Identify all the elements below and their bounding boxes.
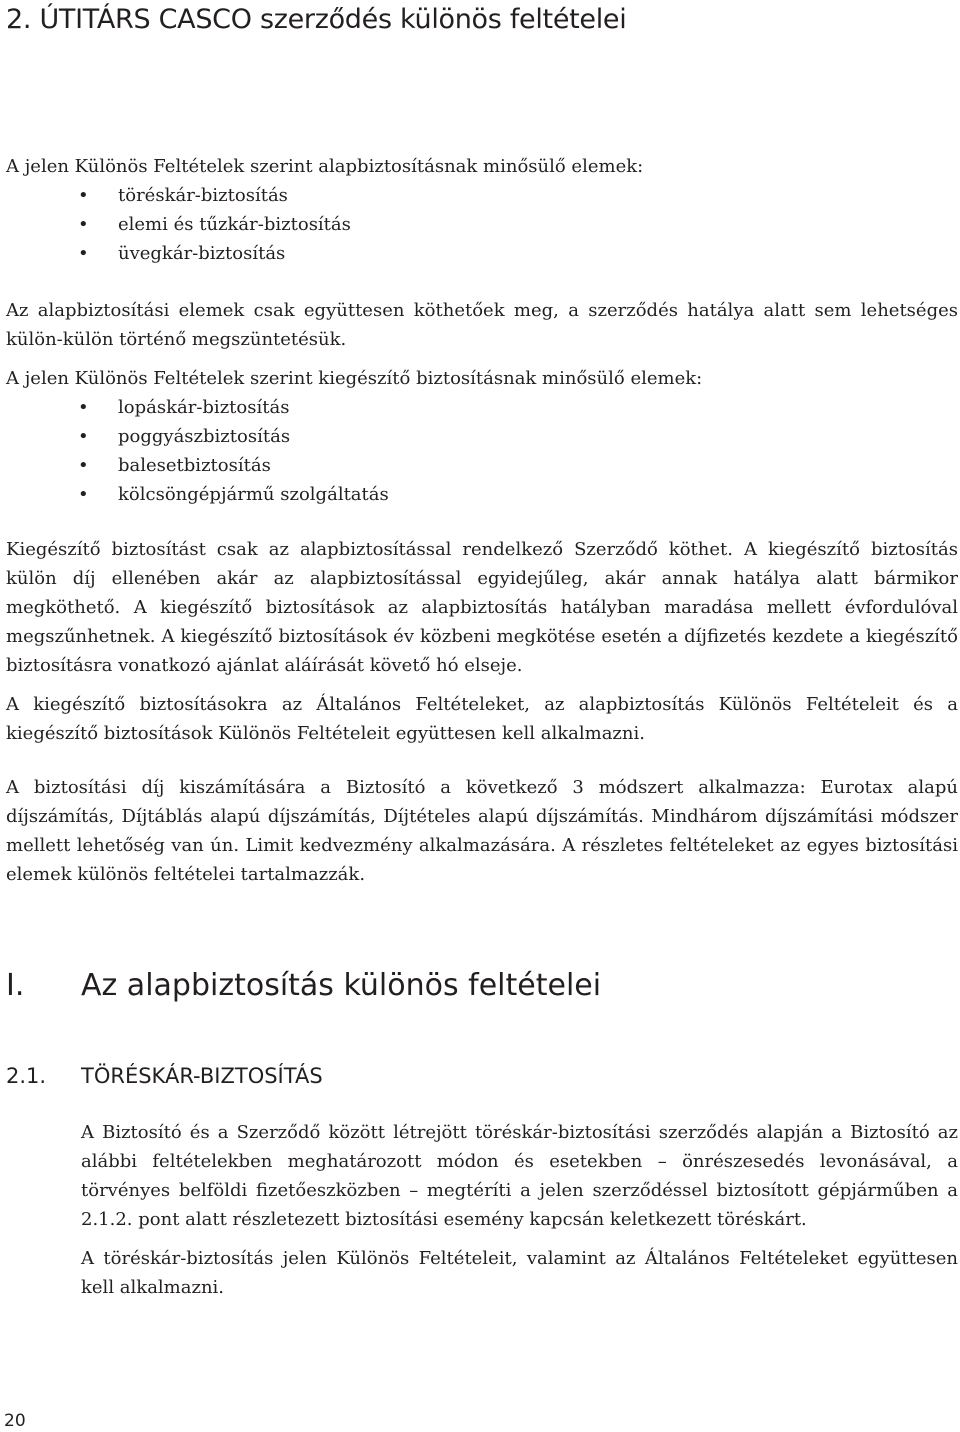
- subsection-title: TÖRÉSKÁR-BIZTOSÍTÁS: [81, 1064, 323, 1088]
- section-number: I.: [6, 968, 25, 1003]
- subsection-heading: [6, 1060, 323, 1092]
- subsection-paragraph-2: A töréskár-biztosítás jelen Különös Feltételeit, valamint az Általános Feltételeket együttesen kell alkalmazni.: [81, 1248, 958, 1298]
- list-item: [6, 451, 389, 480]
- list-item: [6, 210, 351, 239]
- supplementary-paragraph: Kiegészítő biztosítást csak az alapbiztosítással rendelkező Szerződő köthet. A kiegészítő biztosítás külön díj ellenében akár az alapbiztosítással egyidejűleg, akár annak hatálya alatt bármikor megköthető. A kiegészítő biztosítások az alapbiztosítás hatályban maradása mellett évfordulóval megszűnhetnek. A kiegészítő biztosítások év közbeni megkötése esetén a díjfizetés kezdete a kiegészítő biztosításra vonatkozó ajánlat aláírását követő hó elseje.: [6, 539, 958, 676]
- list-item: [6, 239, 351, 268]
- page-title: 2. ÚTITÁRS CASCO szerződés különös feltételei: [6, 4, 627, 35]
- list-item-text: üvegkár-biztosítás: [118, 243, 286, 264]
- list-item: [6, 422, 389, 451]
- section-heading: [6, 962, 601, 1010]
- bullet-icon: •: [78, 455, 89, 476]
- list-item-text: kölcsöngépjármű szolgáltatás: [118, 484, 389, 505]
- bullet-icon: •: [78, 185, 89, 206]
- intro-supplementary-elements: A jelen Különös Feltételek szerint kiegészítő biztosításnak minősülő elemek:: [6, 368, 703, 389]
- list-item-text: lopáskár-biztosítás: [118, 397, 290, 418]
- list-item: [6, 393, 389, 422]
- list-item-text: töréskár-biztosítás: [118, 185, 288, 206]
- list-item-text: poggyászbiztosítás: [118, 426, 291, 447]
- premium-paragraph: A biztosítási díj kiszámítására a Biztosító a következő 3 módszert alkalmazza: Eurotax alapú díjszámítás, Díjtáblás alapú díjszámítás, Díjtételes alapú díjszámítás. Mindhárom díjszámítási módszer mellett lehetőség van ún. Limit kedvezmény alkalmazására. A részletes feltételeket az egyes biztosítási elemek különös feltételei tartalmazzák.: [6, 777, 958, 885]
- list-item: [6, 181, 351, 210]
- basic-elements-note: Az alapbiztosítási elemek csak együttesen köthetőek meg, a szerződés hatálya alatt sem lehetséges külön-külön történő megszüntetésük.: [6, 300, 958, 350]
- section-title: Az alapbiztosítás különös feltételei: [81, 968, 602, 1003]
- basic-elements-list: [6, 181, 351, 268]
- conditions-paragraph: A kiegészítő biztosításokra az Általános Feltételeket, az alapbiztosítás Különös Feltételeit és a kiegészítő biztosítások Különös Feltételeit együttesen kell alkalmazni.: [6, 694, 958, 744]
- page-number: 20: [4, 1411, 26, 1431]
- list-item-text: elemi és tűzkár-biztosítás: [118, 214, 351, 235]
- bullet-icon: •: [78, 214, 89, 235]
- bullet-icon: •: [78, 484, 89, 505]
- bullet-icon: •: [78, 426, 89, 447]
- list-item-text: balesetbiztosítás: [118, 455, 271, 476]
- subsection-paragraph-1: A Biztosító és a Szerződő között létrejött töréskár-biztosítási szerződés alapján a Biztosító az alábbi feltételekben meghatározott módon és esetekben – önrészesedés levonásával, a törvényes belföldi fizetőeszközben – megtéríti a jelen szerződéssel biztosított gépjárműben a 2.1.2. pont alatt részletezett biztosítási esemény kapcsán keletkezett töréskárt.: [81, 1122, 958, 1230]
- list-item: [6, 480, 389, 509]
- bullet-icon: •: [78, 397, 89, 418]
- intro-basic-elements: A jelen Különös Feltételek szerint alapbiztosításnak minősülő elemek:: [6, 156, 644, 177]
- bullet-icon: •: [78, 243, 89, 264]
- supplementary-elements-list: [6, 393, 389, 509]
- subsection-number: 2.1.: [6, 1064, 47, 1088]
